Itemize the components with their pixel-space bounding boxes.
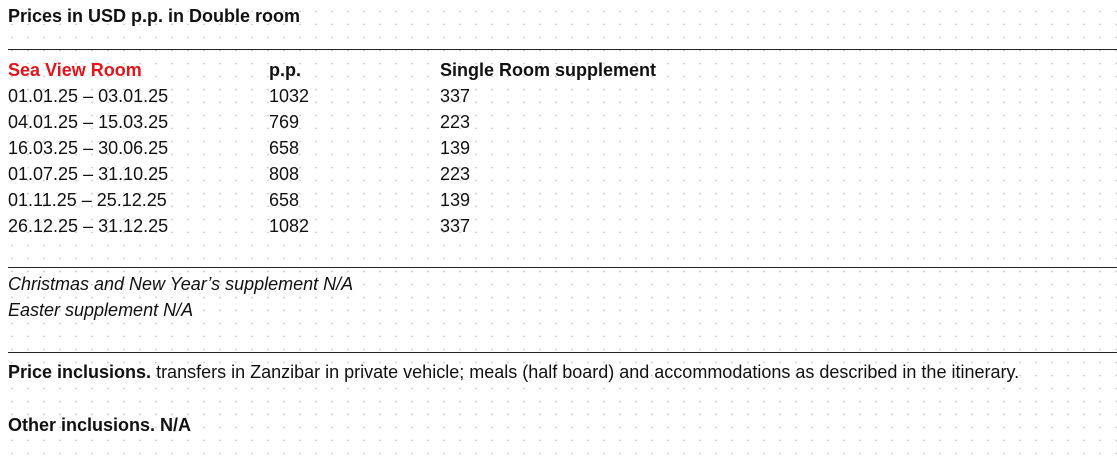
- period-cell: 01.11.25 – 25.12.25: [8, 190, 167, 210]
- table-row: [0, 161, 1117, 187]
- table-row: [0, 135, 1117, 161]
- price-inclusions-text: transfers in Zanzibar in private vehicle; meals (half board) and accommodations as described in the itinerary.: [151, 362, 1020, 382]
- pp-price-cell: 658: [269, 138, 300, 158]
- table-row: [0, 187, 1117, 213]
- pp-price-cell: 1082: [269, 216, 310, 236]
- column-header-single-supplement: Single Room supplement: [440, 60, 657, 80]
- price-inclusions: [8, 361, 1019, 383]
- single-supplement-cell: 337: [440, 216, 471, 236]
- table-row: [0, 213, 1117, 239]
- period-cell: 01.01.25 – 03.01.25: [8, 86, 169, 106]
- price-inclusions-label: Price inclusions.: [8, 362, 152, 382]
- table-row: [0, 109, 1117, 135]
- pp-price-cell: 1032: [269, 86, 310, 106]
- single-supplement-cell: 223: [440, 164, 471, 184]
- single-supplement-cell: 139: [440, 190, 471, 210]
- single-supplement-cell: 139: [440, 138, 471, 158]
- column-header-pp: p.p.: [269, 60, 301, 80]
- divider-bottom: [8, 352, 1117, 353]
- pp-price-cell: 658: [269, 190, 300, 210]
- period-cell: 16.03.25 – 30.06.25: [8, 138, 169, 158]
- room-title: Sea View Room: [8, 60, 142, 80]
- divider-middle: [8, 267, 1117, 268]
- easter-supplement-note: Easter supplement N/A: [8, 300, 194, 320]
- pp-price-cell: 808: [269, 164, 300, 184]
- period-cell: 26.12.25 – 31.12.25: [8, 216, 169, 236]
- period-cell: 04.01.25 – 15.03.25: [8, 112, 169, 132]
- divider-top: [8, 49, 1117, 50]
- period-cell: 01.07.25 – 31.10.25: [8, 164, 169, 184]
- christmas-supplement-note: Christmas and New Year’s supplement N/A: [8, 274, 354, 294]
- document-heading: Prices in USD p.p. in Double room: [8, 6, 301, 26]
- other-inclusions: Other inclusions. N/A: [8, 415, 192, 435]
- single-supplement-cell: 337: [440, 86, 471, 106]
- single-supplement-cell: 223: [440, 112, 471, 132]
- table-row: [0, 83, 1117, 109]
- pp-price-cell: 769: [269, 112, 300, 132]
- table-header-row: [0, 57, 1117, 83]
